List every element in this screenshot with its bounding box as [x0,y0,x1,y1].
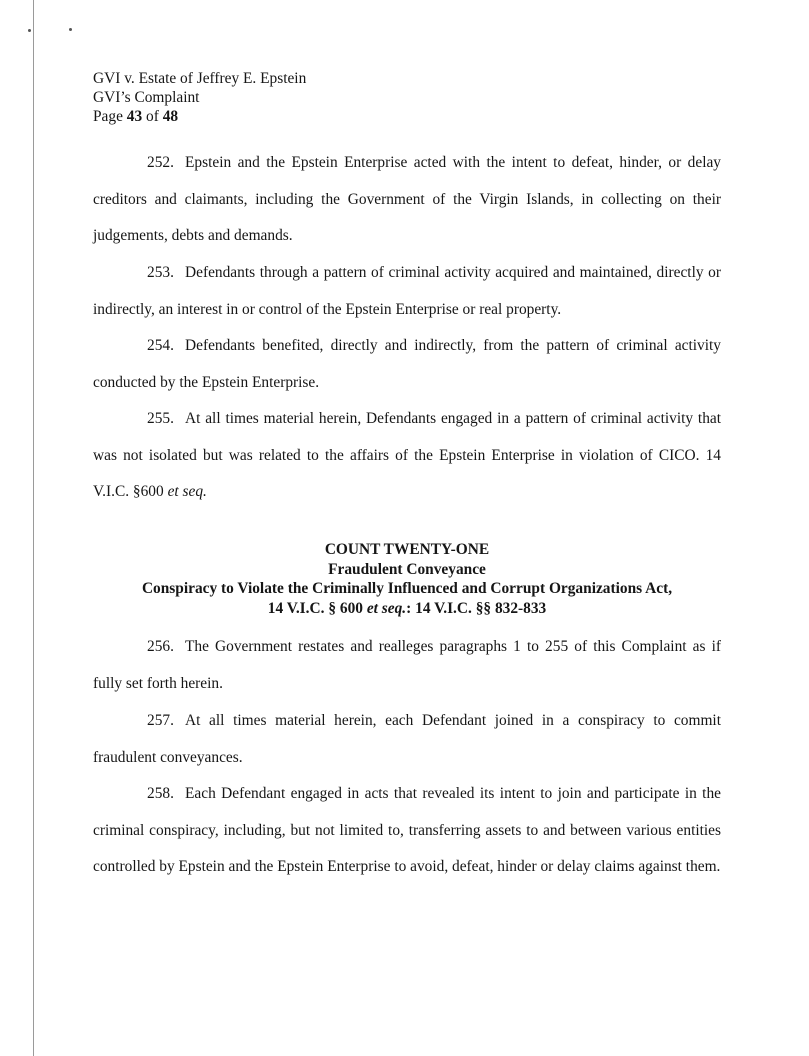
paragraph-number: 256. [147,638,174,655]
paragraph-text: Defendants benefited, directly and indirectly, from the pattern of criminal activity conducted by the Epstein Enterprise. [93,337,721,391]
count-title: COUNT TWENTY-ONE [324,541,490,558]
count-claim: Conspiracy to Violate the Criminally Influenced and Corrupt Organizations Act, [141,580,673,597]
paragraph-text: Defendants through a pattern of criminal activity acquired and maintained, directly or indirectly, an interest in or control of the Epstein Enterprise or real property. [93,264,721,318]
count-citation: 14 V.I.C. § 600 et seq.: 14 V.I.C. §§ 832-833 [267,599,547,617]
count-heading [93,540,721,618]
paragraph-number: 257. [147,712,174,729]
paragraph-text: At all times material herein, Defendants engaged in a pattern of criminal activity that was not isolated but was related to the affairs of the Epstein Enterprise in violation of CICO. 14 V.I.C. §600 [93,410,721,500]
citation-italic: et seq. [167,483,207,500]
paragraph-text: At all times material herein, each Defendant joined in a conspiracy to commit fraudulent conveyances. [93,712,721,766]
paragraph-256 [93,629,721,702]
paragraph-number: 254. [147,337,174,354]
paragraph-number: 258. [147,785,174,802]
case-caption: GVI v. Estate of Jeffrey E. Epstein [93,70,307,87]
paragraph-text: Each Defendant engaged in acts that revealed its intent to join and participate in the criminal conspiracy, including, but not limited to, transferring assets to and between various entities controlled by Epstein and the Epstein Enterprise to avoid, defeat, hinder or delay claims against them. [93,785,721,875]
paragraph-text: The Government restates and realleges paragraphs 1 to 255 of this Complaint as if fully set forth herein. [93,638,721,692]
paragraph-258 [93,776,721,886]
paragraph-252 [93,145,721,255]
document-title: GVI’s Complaint [93,89,200,106]
paragraph-254 [93,328,721,401]
scan-margin-line [33,0,34,1056]
page-current: 43 [126,108,143,125]
page-number: Page 43 of 48 [93,108,179,125]
paragraph-253 [93,255,721,328]
paragraph-number: 255. [147,410,174,427]
paragraph-number: 252. [147,154,174,171]
paragraph-text: Epstein and the Epstein Enterprise acted with the intent to defeat, hinder, or delay creditors and claimants, including the Government of the Virgin Islands, in collecting on their judgements, debts and demands. [93,154,721,244]
paragraph-257 [93,703,721,776]
scan-speck [28,29,31,32]
scan-speck [69,28,72,31]
page-total: 48 [162,108,179,125]
count-subtitle: Fraudulent Conveyance [328,560,486,578]
paragraph-number: 253. [147,264,174,281]
paragraph-255 [93,401,721,511]
page-header [93,69,306,126]
